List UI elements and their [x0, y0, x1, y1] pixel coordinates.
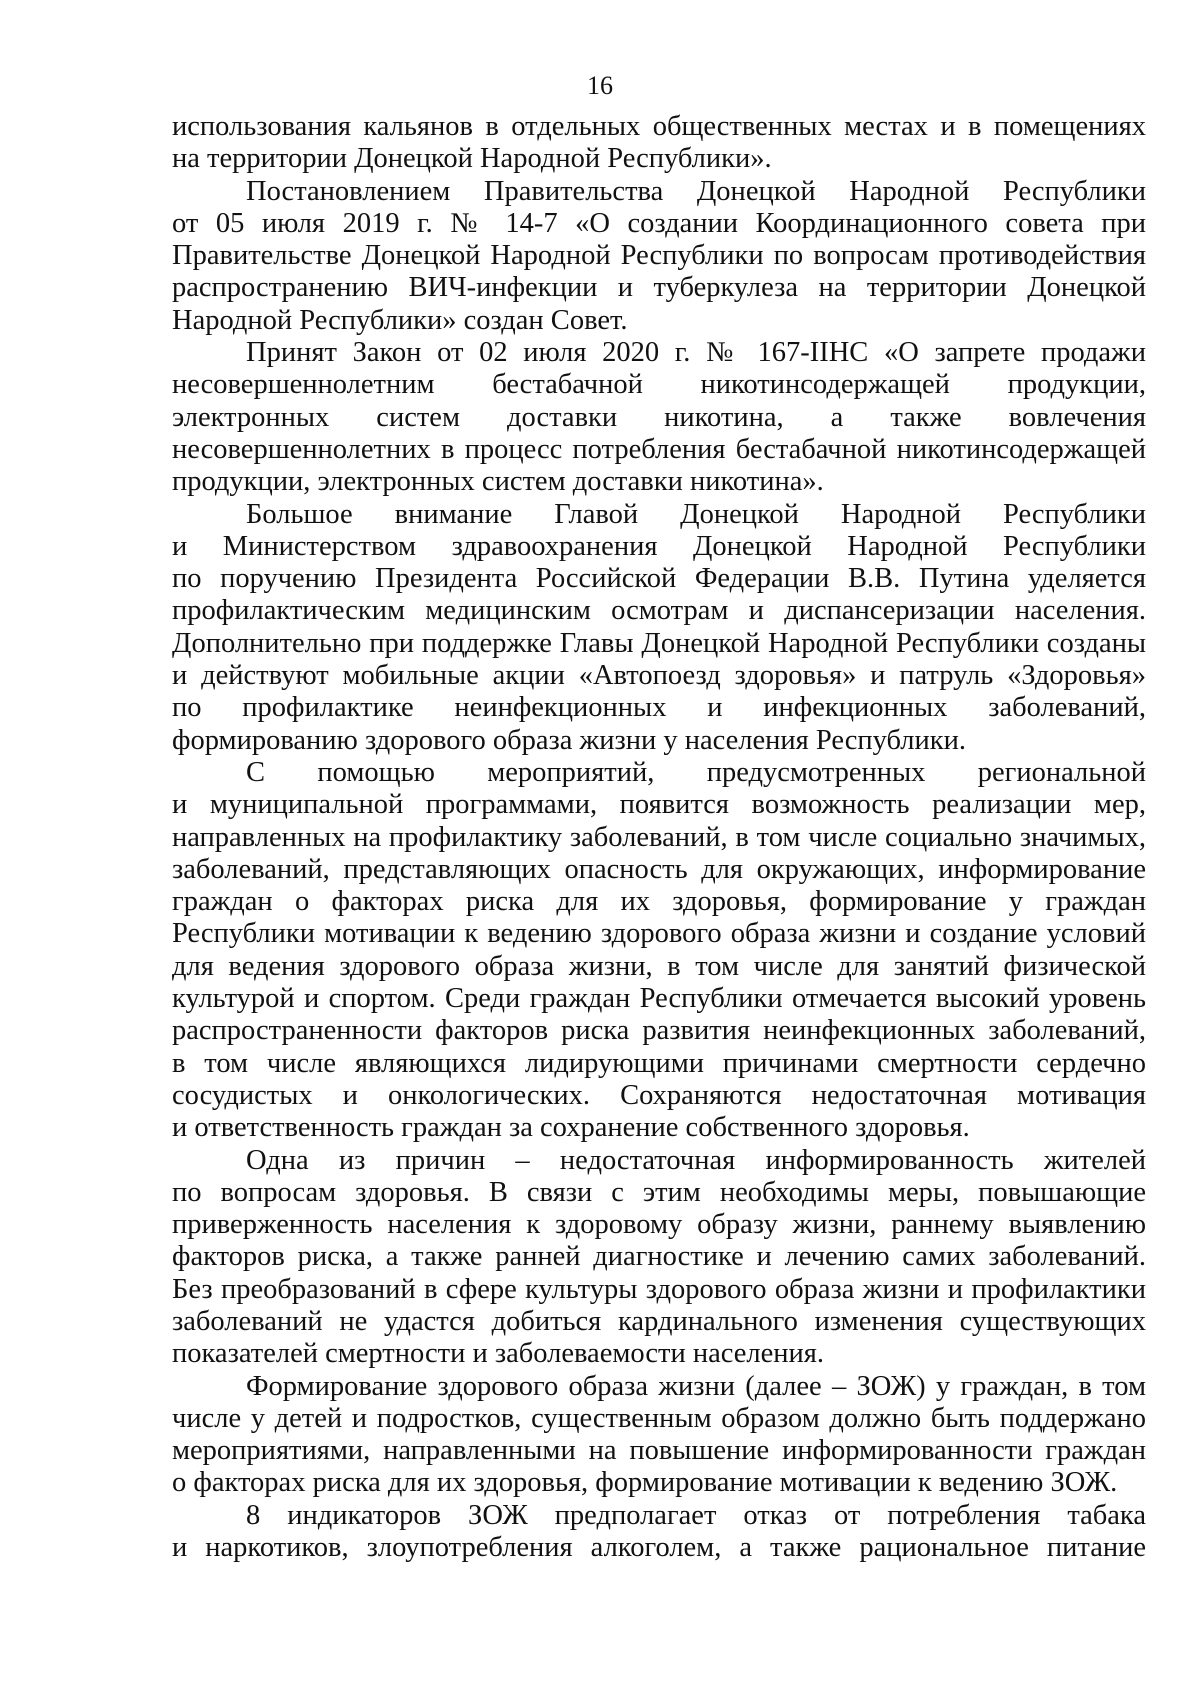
text-line: электронных систем доставки никотина, а также вовлечения — [172, 401, 1146, 433]
paragraph — [172, 176, 1146, 337]
text-line: и ответственность граждан за сохранение собственного здоровья. — [172, 1112, 970, 1144]
text-line: по поручению Президента Российской Федерации В.В. Путина уделяется — [172, 563, 1146, 595]
text-line: для ведения здорового образа жизни, в том числе для занятий физической — [172, 950, 1146, 982]
text-line: Народной Республики» создан Совет. — [172, 304, 628, 336]
document-body — [172, 111, 1146, 1564]
text-line: заболеваний не удастся добиться кардинального изменения существующих — [172, 1305, 1146, 1337]
text-line: продукции, электронных систем доставки никотина». — [172, 466, 824, 498]
paragraph — [172, 1371, 1146, 1500]
text-line: С помощью мероприятий, предусмотренных региональной — [246, 756, 1146, 788]
text-line: распространенности факторов риска развития неинфекционных заболеваний, — [172, 1015, 1146, 1047]
text-line: формированию здорового образа жизни у населения Республики. — [172, 724, 966, 756]
text-line: на территории Донецкой Народной Республики». — [172, 143, 772, 175]
paragraph — [172, 757, 1146, 1145]
text-line: профилактическим медицинским осмотрам и диспансеризации населения. — [172, 595, 1146, 627]
text-line: приверженность населения к здоровому образу жизни, раннему выявлению — [172, 1209, 1146, 1241]
text-line: культурой и спортом. Среди граждан Республики отмечается высокий уровень — [172, 983, 1146, 1015]
text-line: от 05 июля 2019 г. № 14-7 «О создании Координационного совета при — [172, 207, 1146, 239]
text-line: несовершеннолетним бестабачной никотинсодержащей продукции, — [172, 369, 1146, 401]
text-line: по вопросам здоровья. В связи с этим необходимы меры, повышающие — [172, 1176, 1146, 1208]
text-line: и Министерством здравоохранения Донецкой Народной Республики — [172, 530, 1146, 562]
text-line: числе у детей и подростков, существенным образом должно быть поддержано — [172, 1402, 1146, 1434]
text-line: показателей смертности и заболеваемости населения. — [172, 1338, 824, 1370]
text-line: по профилактике неинфекционных и инфекционных заболеваний, — [172, 692, 1146, 724]
text-line: мероприятиями, направленными на повышение информированности граждан — [172, 1435, 1146, 1467]
text-line: несовершеннолетних в процесс потребления бестабачной никотинсодержащей — [172, 433, 1146, 465]
text-line: Республики мотивации к ведению здорового образа жизни и создание условий — [172, 918, 1146, 950]
page-number: 16 — [587, 71, 613, 100]
text-line: и действуют мобильные акции «Автопоезд здоровья» и патруль «Здоровья» — [172, 660, 1146, 692]
text-line: о факторах риска для их здоровья, формирование мотивации к ведению ЗОЖ. — [172, 1467, 1118, 1499]
paragraph — [172, 111, 1146, 176]
paragraph — [172, 499, 1146, 757]
text-line: Постановлением Правительства Донецкой Народной Республики — [246, 175, 1146, 207]
paragraph — [172, 1500, 1146, 1565]
text-line: 8 индикаторов ЗОЖ предполагает отказ от потребления табака — [246, 1499, 1146, 1531]
text-line: Формирование здорового образа жизни (далее – ЗОЖ) у граждан, в том — [246, 1370, 1146, 1402]
text-line: Принят Закон от 02 июля 2020 г. № 167-IIНС «О запрете продажи — [246, 337, 1146, 369]
text-line: факторов риска, а также ранней диагностике и лечению самих заболеваний. — [172, 1241, 1146, 1273]
text-line: Правительстве Донецкой Народной Республики по вопросам противодействия — [172, 240, 1146, 272]
text-line: в том числе являющихся лидирующими причинами смертности сердечно — [172, 1047, 1146, 1079]
paragraph — [172, 337, 1146, 498]
paragraph — [172, 1145, 1146, 1371]
text-line: использования кальянов в отдельных общественных местах и в помещениях — [172, 111, 1146, 142]
text-line: сосудистых и онкологических. Сохраняются недостаточная мотивация — [172, 1079, 1146, 1111]
text-line: и наркотиков, злоупотребления алкоголем, а также рациональное питание — [172, 1532, 1146, 1564]
text-line: распространению ВИЧ-инфекции и туберкулеза на территории Донецкой — [172, 272, 1146, 304]
text-line: Дополнительно при поддержке Главы Донецкой Народной Республики созданы — [172, 627, 1146, 659]
text-line: Большое внимание Главой Донецкой Народной Республики — [246, 498, 1146, 530]
text-line: направленных на профилактику заболеваний, в том числе социально значимых, — [172, 821, 1146, 853]
text-line: Без преобразований в сфере культуры здорового образа жизни и профилактики — [172, 1273, 1146, 1305]
text-line: заболеваний, представляющих опасность для окружающих, информирование — [172, 853, 1146, 885]
text-line: граждан о факторах риска для их здоровья, формирование у граждан — [172, 886, 1146, 918]
text-line: Одна из причин – недостаточная информированность жителей — [246, 1144, 1146, 1176]
text-line: и муниципальной программами, появится возможность реализации мер, — [172, 789, 1146, 821]
